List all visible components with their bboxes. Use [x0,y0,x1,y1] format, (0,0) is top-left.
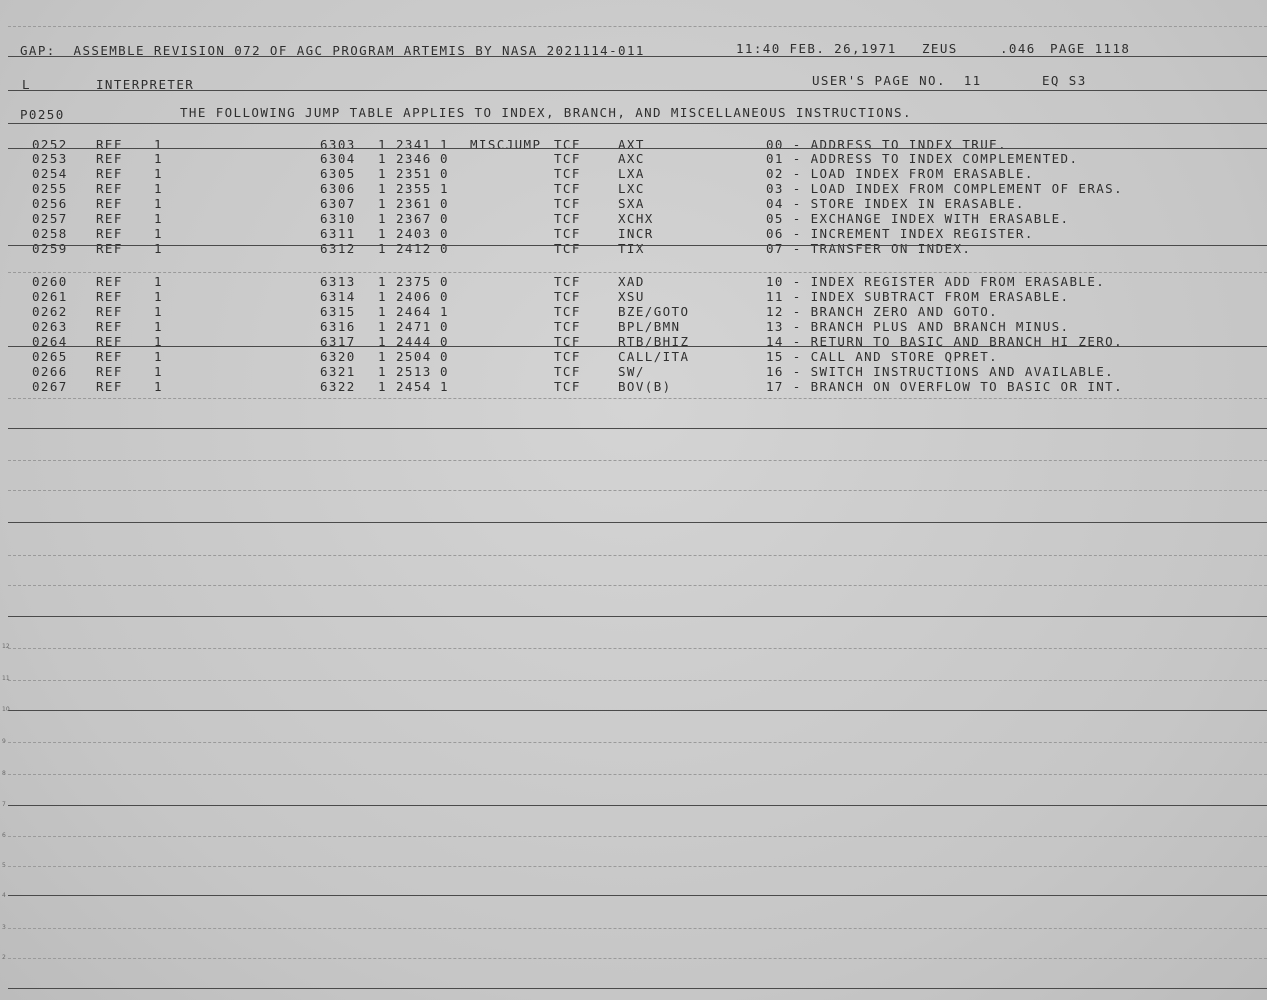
ref-count: 1 [154,364,163,379]
opcode: TCF [554,211,581,226]
opcode: TCF [554,349,581,364]
paper-rule [8,26,1267,27]
line-number: 0266 [32,364,68,379]
instruction-comment: 13 - BRANCH PLUS AND BRANCH MINUS. [766,319,1070,334]
word: 2504 [396,349,432,364]
operand: BPL/BMN [618,319,681,334]
opcode: TCF [554,181,581,196]
ref-label: REF [96,166,123,181]
address: 6317 [320,334,356,349]
table-row [0,380,1267,395]
word: 2375 [396,274,432,289]
ref-label: REF [96,364,123,379]
instruction-comment: 05 - EXCHANGE INDEX WITH ERASABLE. [766,211,1070,226]
label: MISCJUMP [470,137,542,152]
opcode: TCF [554,274,581,289]
opcode: TCF [554,226,581,241]
line-number: 0253 [32,151,68,166]
address: 6316 [320,319,356,334]
users-page-number: USER'S PAGE NO. 11 [812,73,982,88]
bank: 1 [378,304,387,319]
paper-rule [8,774,1267,775]
bank: 1 [378,137,387,152]
word: 2464 [396,304,432,319]
margin-number: 4 [2,892,6,899]
address: 6307 [320,196,356,211]
opcode: TCF [554,364,581,379]
assembly-run-number: .046 [1000,41,1036,56]
address: 6310 [320,211,356,226]
paper-rule [8,90,1267,91]
opcode: TCF [554,304,581,319]
bank: 1 [378,241,387,256]
operand: AXT [618,137,645,152]
paper-rule [8,680,1267,681]
paper-rule [8,272,1267,273]
paper-rule [8,148,1267,149]
ref-label: REF [96,379,123,394]
instruction-comment: 14 - RETURN TO BASIC AND BRANCH HI ZERO. [766,334,1124,349]
margin-number: 9 [2,738,6,745]
eq-marker: EQ S3 [1042,73,1087,88]
line-number: 0264 [32,334,68,349]
paper-rule [8,616,1267,617]
bank: 1 [378,364,387,379]
parity: 0 [440,274,449,289]
parity: 1 [440,137,449,152]
ref-count: 1 [154,241,163,256]
ref-count: 1 [154,196,163,211]
ref-label: REF [96,274,123,289]
paper-rule [8,490,1267,491]
ref-label: REF [96,226,123,241]
bank: 1 [378,151,387,166]
instruction-comment: 04 - STORE INDEX IN ERASABLE. [766,196,1025,211]
address: 6304 [320,151,356,166]
paper-rule [8,585,1267,586]
parity: 0 [440,151,449,166]
table-row [0,305,1267,320]
parity: 1 [440,181,449,196]
parity: 0 [440,211,449,226]
operand: SW/ [618,364,645,379]
line-number: 0267 [32,379,68,394]
ref-label: REF [96,349,123,364]
margin-number: 3 [2,924,6,931]
ref-label: REF [96,289,123,304]
bank: 1 [378,379,387,394]
paper-rule [8,648,1267,649]
ref-count: 1 [154,181,163,196]
parity: 0 [440,241,449,256]
ref-label: REF [96,241,123,256]
paper-rule [8,522,1267,523]
table-row [0,290,1267,305]
paper-rule [8,398,1267,399]
operand: TIX [618,241,645,256]
ref-label: REF [96,211,123,226]
parity: 0 [440,334,449,349]
address: 6315 [320,304,356,319]
parity: 0 [440,364,449,379]
instruction-comment: 06 - INCREMENT INDEX REGISTER. [766,226,1034,241]
address: 6313 [320,274,356,289]
operand: LXC [618,181,645,196]
address: 6312 [320,241,356,256]
paper-rule [8,895,1267,896]
address: 6306 [320,181,356,196]
comment-text: THE FOLLOWING JUMP TABLE APPLIES TO INDEX, BRANCH, AND MISCELLANEOUS INSTRUCTIONS. [180,105,912,120]
paper-rule [8,123,1267,124]
bank: 1 [378,334,387,349]
word: 2454 [396,379,432,394]
operand: XSU [618,289,645,304]
bank: 1 [378,166,387,181]
ref-count: 1 [154,334,163,349]
word: 2406 [396,289,432,304]
line-number: 0263 [32,319,68,334]
line-number: 0256 [32,196,68,211]
opcode: TCF [554,319,581,334]
operand: XCHX [618,211,654,226]
opcode: TCF [554,151,581,166]
address: 6311 [320,226,356,241]
table-row [0,365,1267,380]
paper-rule [8,988,1267,989]
opcode: TCF [554,289,581,304]
bank: 1 [378,349,387,364]
ref-label: REF [96,319,123,334]
instruction-comment: 12 - BRANCH ZERO AND GOTO. [766,304,999,319]
parity: 0 [440,166,449,181]
line-number: 0259 [32,241,68,256]
operand: SXA [618,196,645,211]
parity: 0 [440,289,449,304]
ref-count: 1 [154,211,163,226]
instruction-comment: 16 - SWITCH INSTRUCTIONS AND AVAILABLE. [766,364,1115,379]
bank: 1 [378,211,387,226]
section-title: INTERPRETER [96,77,195,92]
instruction-comment: 15 - CALL AND STORE QPRET. [766,349,999,364]
ref-count: 1 [154,137,163,152]
ref-label: REF [96,137,123,152]
parity: 0 [440,196,449,211]
table-row [0,275,1267,290]
bank: 1 [378,196,387,211]
instruction-comment: 02 - LOAD INDEX FROM ERASABLE. [766,166,1034,181]
assembly-operator: ZEUS [922,41,958,56]
address: 6320 [320,349,356,364]
operand: XAD [618,274,645,289]
bank: 1 [378,181,387,196]
table-row [0,335,1267,350]
parity: 0 [440,226,449,241]
log-marker: L [22,77,31,92]
address: 6322 [320,379,356,394]
ref-count: 1 [154,166,163,181]
table-row [0,350,1267,365]
table-row [0,212,1267,227]
opcode: TCF [554,379,581,394]
opcode: TCF [554,241,581,256]
table-row [0,152,1267,167]
paper-rule [8,428,1267,429]
operand: BZE/GOTO [618,304,690,319]
word: 2513 [396,364,432,379]
paper-rule [8,836,1267,837]
word: 2355 [396,181,432,196]
ref-count: 1 [154,289,163,304]
address: 6321 [320,364,356,379]
line-number: 0257 [32,211,68,226]
ref-count: 1 [154,151,163,166]
word: 2367 [396,211,432,226]
margin-number: 6 [2,832,6,839]
instruction-comment: 11 - INDEX SUBTRACT FROM ERASABLE. [766,289,1070,304]
word: 2351 [396,166,432,181]
paper-rule [8,56,1267,57]
instruction-comment: 01 - ADDRESS TO INDEX COMPLEMENTED. [766,151,1079,166]
paper-rule [8,866,1267,867]
operand: AXC [618,151,645,166]
ref-label: REF [96,151,123,166]
table-row [0,320,1267,335]
address: 6305 [320,166,356,181]
operand: INCR [618,226,654,241]
ref-count: 1 [154,379,163,394]
ref-label: REF [96,181,123,196]
ref-count: 1 [154,349,163,364]
line-number: 0262 [32,304,68,319]
paper-rule [8,460,1267,461]
instruction-comment: 10 - INDEX REGISTER ADD FROM ERASABLE. [766,274,1106,289]
instruction-comment: 17 - BRANCH ON OVERFLOW TO BASIC OR INT. [766,379,1124,394]
margin-number: 5 [2,862,6,869]
line-number: 0254 [32,166,68,181]
margin-number: 2 [2,954,6,961]
parity: 0 [440,319,449,334]
word: 2403 [396,226,432,241]
margin-number: 11 [2,675,10,682]
bank: 1 [378,289,387,304]
paper-rule [8,958,1267,959]
word: 2444 [396,334,432,349]
line-number: 0260 [32,274,68,289]
margin-number: 7 [2,801,6,808]
address: 6314 [320,289,356,304]
assembly-header: GAP: ASSEMBLE REVISION 072 OF AGC PROGRAM ARTEMIS BY NASA 2021114-011 [20,43,645,58]
ref-count: 1 [154,304,163,319]
bank: 1 [378,226,387,241]
paper-rule [8,710,1267,711]
operand: LXA [618,166,645,181]
ref-label: REF [96,196,123,211]
paper-rule [8,555,1267,556]
paper-rule [8,805,1267,806]
page-number: PAGE 1118 [1050,41,1131,56]
table-row [0,197,1267,212]
margin-number: 8 [2,770,6,777]
word: 2341 [396,137,432,152]
word: 2361 [396,196,432,211]
bank: 1 [378,319,387,334]
assembly-timestamp: 11:40 FEB. 26,1971 [736,41,897,56]
ref-count: 1 [154,274,163,289]
paper-rule [8,245,1267,246]
operand: BOV(B) [618,379,672,394]
opcode: TCF [554,196,581,211]
word: 2412 [396,241,432,256]
ref-label: REF [96,304,123,319]
opcode: TCF [554,334,581,349]
parity: 1 [440,304,449,319]
comment-ref: P0250 [20,107,65,122]
bank: 1 [378,274,387,289]
instruction-comment: 07 - TRANSFER ON INDEX. [766,241,972,256]
margin-number: 12 [2,643,10,650]
opcode: TCF [554,166,581,181]
line-number: 0265 [32,349,68,364]
parity: 1 [440,379,449,394]
paper-rule [8,928,1267,929]
instruction-comment: 00 - ADDRESS TO INDEX TRUE. [766,137,1007,152]
operand: CALL/ITA [618,349,690,364]
word: 2471 [396,319,432,334]
ref-count: 1 [154,319,163,334]
paper-rule [8,346,1267,347]
ref-count: 1 [154,226,163,241]
word: 2346 [396,151,432,166]
ref-label: REF [96,334,123,349]
line-number: 0255 [32,181,68,196]
line-number: 0258 [32,226,68,241]
line-number: 0252 [32,137,68,152]
opcode: TCF [554,137,581,152]
margin-number: 10 [2,706,10,713]
operand: RTB/BHIZ [618,334,690,349]
table-row [0,227,1267,242]
table-row [0,182,1267,197]
address: 6303 [320,137,356,152]
table-row [0,167,1267,182]
paper-rule [8,742,1267,743]
line-number: 0261 [32,289,68,304]
parity: 0 [440,349,449,364]
instruction-comment: 03 - LOAD INDEX FROM COMPLEMENT OF ERAS. [766,181,1124,196]
